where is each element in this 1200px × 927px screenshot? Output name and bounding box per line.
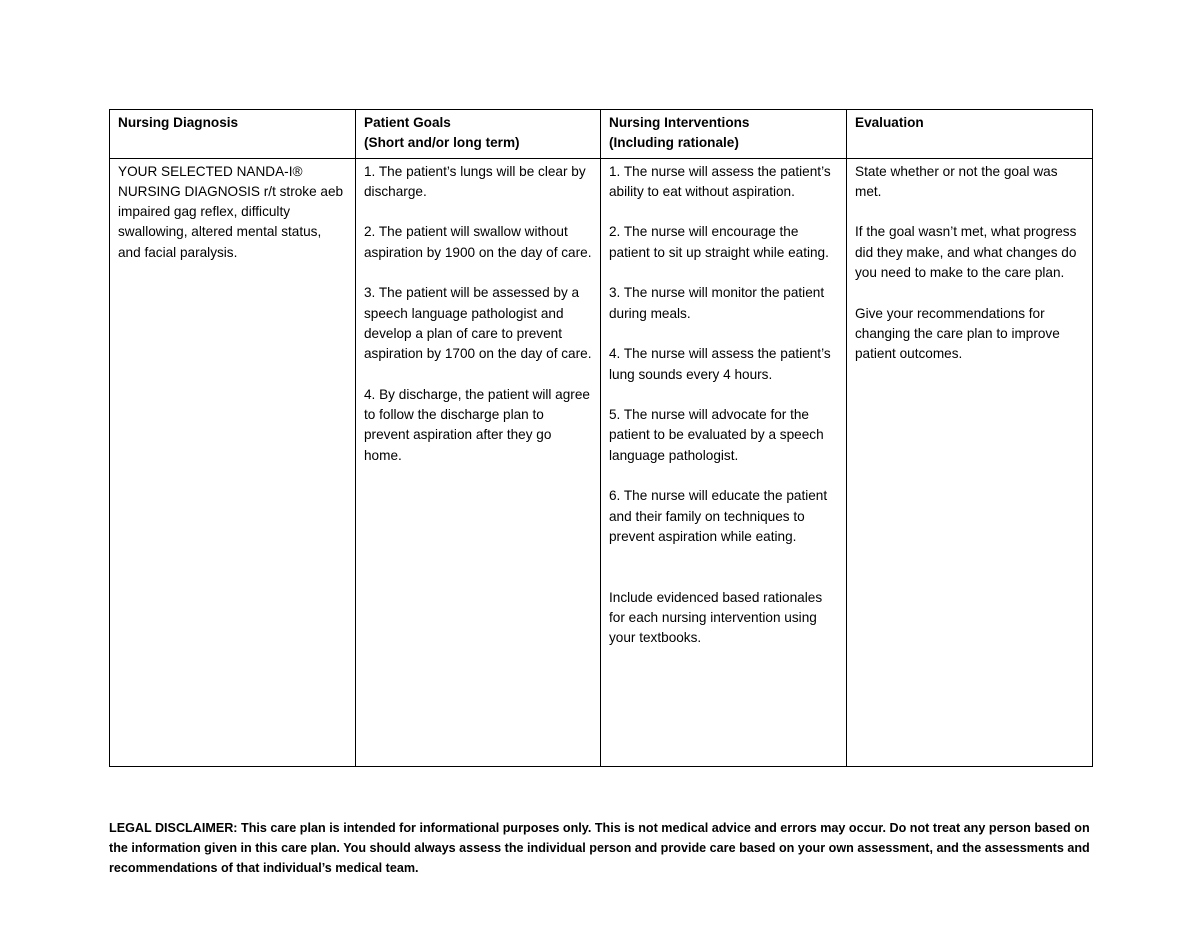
- diagnosis-cell: [110, 158, 356, 766]
- header-interventions-label: Nursing Interventions: [609, 115, 750, 130]
- header-interventions-sublabel: (Including rationale): [609, 135, 739, 151]
- header-nursing-diagnosis: [110, 110, 356, 159]
- interventions-cell: [601, 158, 847, 766]
- goal-item: 4. By discharge, the patient will agree to follow the discharge plan to prevent aspiration after they go home.: [364, 386, 590, 463]
- header-patient-goals: [356, 110, 601, 159]
- goal-item: 3. The patient will be assessed by a speech language pathologist and develop a plan of care to prevent aspiration by 1700 on the day of care.: [364, 285, 592, 362]
- interventions-note: Include evidenced based rationales for each nursing intervention using your textbooks.: [609, 589, 823, 646]
- diagnosis-text: YOUR SELECTED NANDA-I® NURSING DIAGNOSIS r/t stroke aeb impaired gag reflex, difficulty swallowing, altered mental status, and facial paralysis.: [118, 163, 344, 260]
- legal-disclaimer: LEGAL DISCLAIMER: This care plan is intended for informational purposes only. This is not medical advice and errors may occur. Do not treat any person based on the information given in this care plan. You should always assess the individual person and provide care based on your own assessment, and the assessments and recommendations of that individual’s medical team.: [109, 821, 1090, 875]
- evaluation-item: State whether or not the goal was met.: [855, 163, 1058, 199]
- intervention-item: 2. The nurse will encourage the patient to sit up straight while eating.: [609, 224, 829, 260]
- table-row: [110, 158, 1093, 766]
- intervention-item: 4. The nurse will assess the patient’s lung sounds every 4 hours.: [609, 346, 831, 382]
- evaluation-item: Give your recommendations for changing the care plan to improve patient outcomes.: [855, 305, 1060, 362]
- header-goals-sublabel: (Short and/or long term): [364, 135, 520, 151]
- care-plan-table: [109, 109, 1093, 767]
- intervention-item: 1. The nurse will assess the patient’s ability to eat without aspiration.: [609, 163, 831, 199]
- header-nursing-interventions: [601, 110, 847, 159]
- intervention-item: 5. The nurse will advocate for the patient to be evaluated by a speech language pathologist.: [609, 407, 824, 463]
- header-goals-label: Patient Goals: [364, 115, 451, 130]
- header-evaluation-label: Evaluation: [855, 115, 924, 130]
- header-row: [110, 110, 1093, 159]
- header-evaluation: [847, 110, 1093, 159]
- header-diagnosis-label: Nursing Diagnosis: [118, 115, 239, 130]
- intervention-item: 3. The nurse will monitor the patient during meals.: [609, 285, 825, 321]
- goal-item: 1. The patient’s lungs will be clear by discharge.: [364, 163, 586, 199]
- goals-cell: [356, 158, 601, 766]
- intervention-item: 6. The nurse will educate the patient and their family on techniques to prevent aspiration while eating.: [609, 488, 828, 544]
- evaluation-cell: [847, 158, 1093, 766]
- goal-item: 2. The patient will swallow without aspiration by 1900 on the day of care.: [364, 224, 592, 260]
- evaluation-item: If the goal wasn’t met, what progress did they make, and what changes do you need to make to the care plan.: [855, 224, 1077, 281]
